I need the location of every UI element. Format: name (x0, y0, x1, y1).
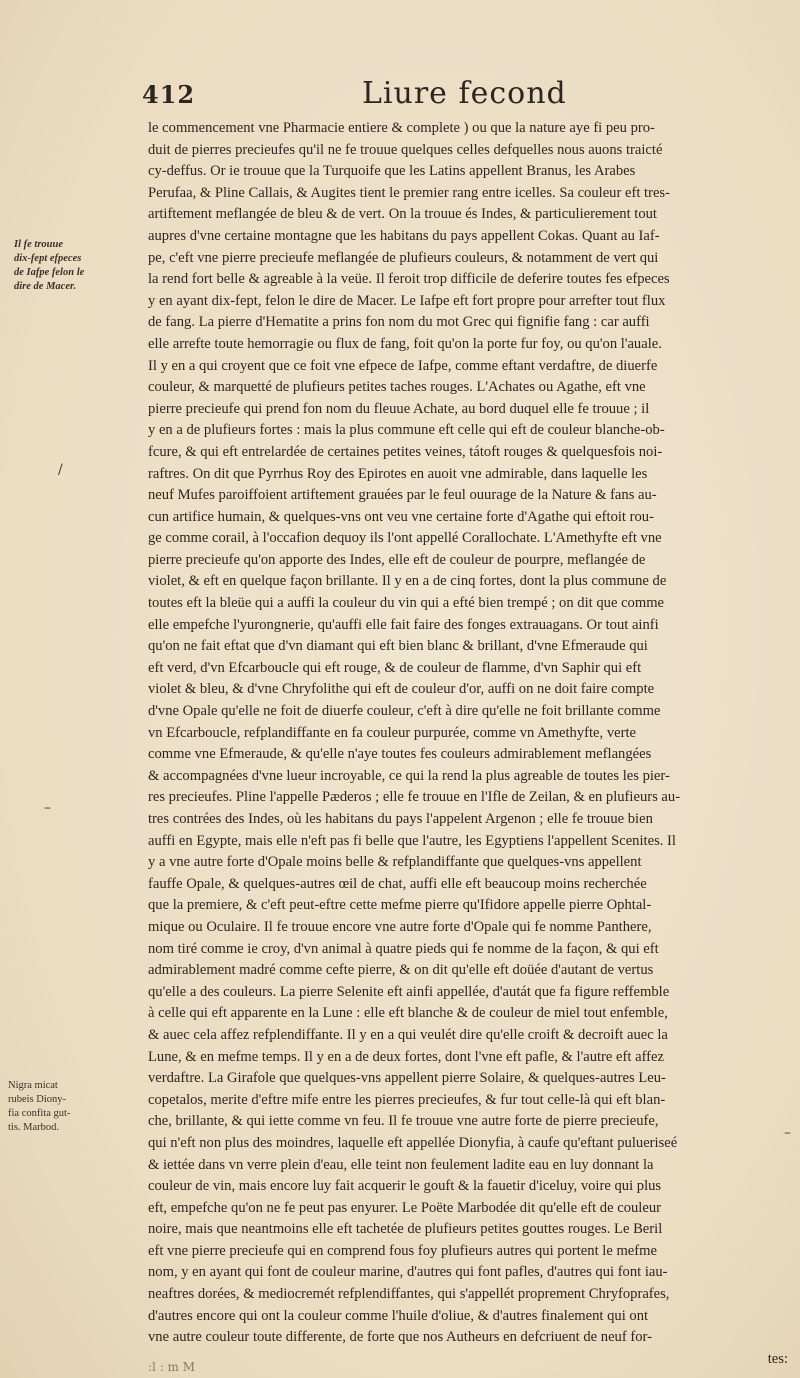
text-line: verdaftre. La Girafole que quelques-vns appellent pierre Solaire, & quelques-autres Leu- (148, 1070, 666, 1087)
text-line: d'vne Opale qu'elle ne foit de diuerfe couleur, c'eft à dire qu'elle ne foit brillante comme (148, 703, 661, 720)
text-line: res precieufes. Pline l'appelle Pæderos ; elle fe trouue en l'Ifle de Zeilan, & en plufieurs au- (148, 789, 681, 806)
text-line: tres contrées des Indes, où les habitans du pays l'appelent Argenon ; elle fe trouue bien (148, 811, 653, 827)
margin-note-line: de Iafpe felon le (14, 267, 85, 278)
text-line: duit de pierres precieufes qu'il ne fe trouue quelques celles defquelles nous auons traicté (148, 141, 663, 158)
text-line: que la premiere, & c'eft peut-eftre cette mefme pierre qu'Ifidore appelle pierre Ophtal- (148, 897, 652, 914)
margin-note-jasper (14, 238, 142, 294)
margin-dash-mark: – (44, 800, 51, 816)
margin-note-line: dire de Macer. (14, 281, 77, 292)
text-line: y a vne autre forte d'Opale moins belle & refplandiffante que quelques-vns appellent (148, 854, 642, 871)
text-line: cy-deffus. Or ie trouue que la Turquoife que les Latins appellent Branus, les Arabes (148, 163, 636, 180)
text-line: couleur de vin, mais encore luy fait acquerir le gouft & la fauetir d'iceluy, voire qui plus (148, 1178, 662, 1195)
text-line: vn Efcarboucle, refplandiffante en fa couleur purpurée, comme vn Amethyfte, verte (148, 724, 636, 741)
text-line: auffi en Egypte, mais elle n'eft pas fi belle que l'autre, les Egyptiens l'appellent Scenites. Il (148, 832, 676, 849)
text-line: comme vne Efmeraude, & qu'elle n'aye toutes fes couleurs admirablement meflangées (148, 746, 652, 763)
text-line: nom, y en ayant qui font de couleur marine, d'autres qui font pafles, d'autres qui font iau- (148, 1264, 668, 1281)
text-line: pe, c'eft vne pierre precieufe meflangée de plufieurs couleurs, & notamment de vert qui (148, 249, 659, 266)
margin-slash-mark: / (58, 462, 63, 478)
text-line: & iettée dans vn verre plein d'eau, elle teint non feulement ladite eau en luy donnant la (148, 1156, 654, 1173)
text-line: mique ou Oculaire. Il fe trouue encore vne autre forte d'Opale qui fe nomme Panthere, (148, 918, 652, 935)
margin-note-marbod (8, 1079, 140, 1135)
text-line: pierre precieufe qui prend fon nom du fleuue Achate, au bord duquel elle fe trouue ; il (148, 400, 650, 417)
margin-note-line: tis. Marbod. (8, 1122, 60, 1133)
text-line: che, brillante, & qui iette comme vn feu. Il fe trouue vne autre forte de pierre precieufe, (148, 1113, 659, 1130)
text-line: ge comme corail, à l'occafion dequoy ils l'ont appellé Corallochate. L'Amethyfte eft vne (148, 530, 662, 547)
text-line: le commencement vne Pharmacie entiere & complete ) ou que la nature aye fi peu pro- (148, 120, 655, 136)
text-line: artiftement meflangée de bleu & de vert. On la trouue és Indes, & particulierement tout (148, 206, 657, 223)
text-line: cun artifice humain, & quelques-vns ont veu vne certaine forte d'Agathe qui eftoit rou- (148, 508, 654, 525)
text-line: Lune, & en mefme temps. Il y en a de deux fortes, dont l'vne eft pafle, & l'autre eft affez (148, 1048, 664, 1065)
text-line: eft, empefche qu'on ne fe peut pas enyurer. Le Poëte Marbodée dit qu'elle eft de couleur (148, 1199, 661, 1216)
text-line: elle empefche l'yurongnerie, qu'auffi elle fait faire des fonges extrauagans. Or tout ainfi (148, 616, 659, 633)
text-line: copetalos, merite d'eftre mife entre les pierres precieufes, & fur tout celle-là qui eft blan- (148, 1091, 666, 1108)
text-line: fcure, & qui eft entrelardée de certaines petites veines, tátoft rouges & quelquesfois noi- (148, 443, 663, 460)
text-line: toutes eft la bleüe qui a auffi la couleur du vin qui a efté bien trempé ; on dit que comme (148, 595, 665, 612)
text-line: vne autre couleur toute differente, de forte que nos Autheurs en defcriuent de neuf for- (148, 1329, 652, 1346)
margin-note-line: fia confita gut- (8, 1108, 71, 1119)
text-line: tes: (767, 1350, 788, 1367)
text-line: neaftres dorées, & mediocremét refplendiffantes, qui s'appellét proprement Chryfoprafes, (148, 1286, 670, 1303)
text-line: & auec cela affez refplendiffante. Il y en a qui veulét dire qu'elle croift & decroift auec la (148, 1026, 668, 1043)
text-line: & accompagnées d'vne lueur incroyable, ce qui la rend la plus agreable de toutes les pier- (148, 767, 670, 784)
margin-note-line: Il fe trouue (14, 239, 64, 250)
text-line: y en a de plufieurs fortes : mais la plus commune eft celle qui eft de couleur blanche-ob- (148, 422, 665, 439)
margin-note-line: rubeis Diony- (8, 1094, 67, 1105)
text-line: qu'elle a des couleurs. La pierre Selenite eft ainfi appellée, d'autát que fa figure reffemble (148, 983, 670, 1000)
text-line: couleur, & marquetté de plufieurs petites taches rouges. L'Achates ou Agathe, eft vne (148, 379, 646, 396)
body-text (148, 118, 788, 1370)
text-line: à celle qui eft apparente en la Lune : elle eft blanche & de couleur de miel tout enfemble, (148, 1005, 668, 1022)
margin-note-line: Nigra micat (8, 1080, 58, 1091)
page-header (142, 76, 782, 116)
text-line: de fang. La pierre d'Hematite a prins fon nom du mot Grec qui fignifie fang : car auffi (148, 314, 650, 331)
text-line: fauffe Opale, & quelques-autres œil de chat, auffi elle eft beaucoup moins recherchée (148, 875, 647, 892)
running-head: Liure fecond (362, 76, 567, 111)
text-line: qui n'eft non plus des moindres, laquelle eft appellée Dionyfia, à caufe qu'eftant pulueriseé (148, 1134, 678, 1151)
text-line: violet, & eft en quelque façon brillante. Il y en a de cinq fortes, dont la plus commune de (148, 573, 667, 590)
text-line: eft verd, d'vn Efcarboucle qui eft rouge, & de couleur de flamme, d'vn Saphir qui eft (148, 659, 642, 676)
text-line: Perufaa, & Pline Callais, & Augites tient le premier rang entre icelles. Sa couleur eft tres- (148, 184, 670, 201)
text-line: raftres. On dit que Pyrrhus Roy des Epirotes en auoit vne admirable, dans laquelle les (148, 465, 648, 482)
text-line: d'autres encore qui ont la couleur comme l'huile d'oliue, & d'autres finalement qui ont (148, 1307, 649, 1324)
text-line: nom tiré comme ie croy, d'vn animal à quatre pieds qui fe nomme de la façon, & qui eft (148, 940, 659, 957)
text-line: eft vne pierre precieufe qui en comprend fous foy plufieurs autres qui portent le mefme (148, 1242, 657, 1259)
text-line: y en ayant dix-fept, felon le dire de Macer. Le Iafpe eft fort propre pour arrefter tout flux (148, 292, 666, 309)
text-line: noire, mais que neantmoins elle eft tachetée de plufieurs petites gouttes rouges. Le Beril (148, 1221, 663, 1238)
text-line: elle arrefte toute hemorragie ou flux de fang, foit qu'on la porte fur foy, ou qu'on l'auale. (148, 335, 662, 352)
text-line: la rend fort belle & agreable à la veüe. Il feroit trop difficile de deferire toutes fes efpeces (148, 271, 670, 288)
page-number: 412 (142, 80, 196, 109)
footer-signature: :l : m M (148, 1360, 196, 1374)
text-line: neuf Mufes paroiffoient artiftement grauées par le feul ouurage de la Nature & fans au- (148, 487, 657, 504)
text-line: admirablement madré comme cefte pierre, & on dit qu'elle eft doüée d'autant de vertus (148, 962, 654, 979)
text-line: pierre precieufe qu'on apporte des Indes, elle eft de couleur de pourpre, meflangée de (148, 551, 646, 568)
text-line: Il y en a qui croyent que ce foit vne efpece de Iafpe, comme eftant verdaftre, de diuerfe (148, 357, 658, 374)
text-line: violet & bleu, & d'vne Chryfolithe qui eft de couleur d'or, auffi on ne doit faire compte (148, 681, 655, 698)
text-line: qu'on ne fait eftat que d'vn diamant qui eft bien blanc & brillant, d'vne Efmeraude qui (148, 638, 648, 655)
margin-dash-mark-right: – (784, 1125, 791, 1141)
text-line: aupres d'vne certaine montagne que les habitans du pays appellent Cokas. Quant au Iaf- (148, 227, 660, 244)
margin-note-line: dix-fept efpeces (14, 253, 82, 264)
